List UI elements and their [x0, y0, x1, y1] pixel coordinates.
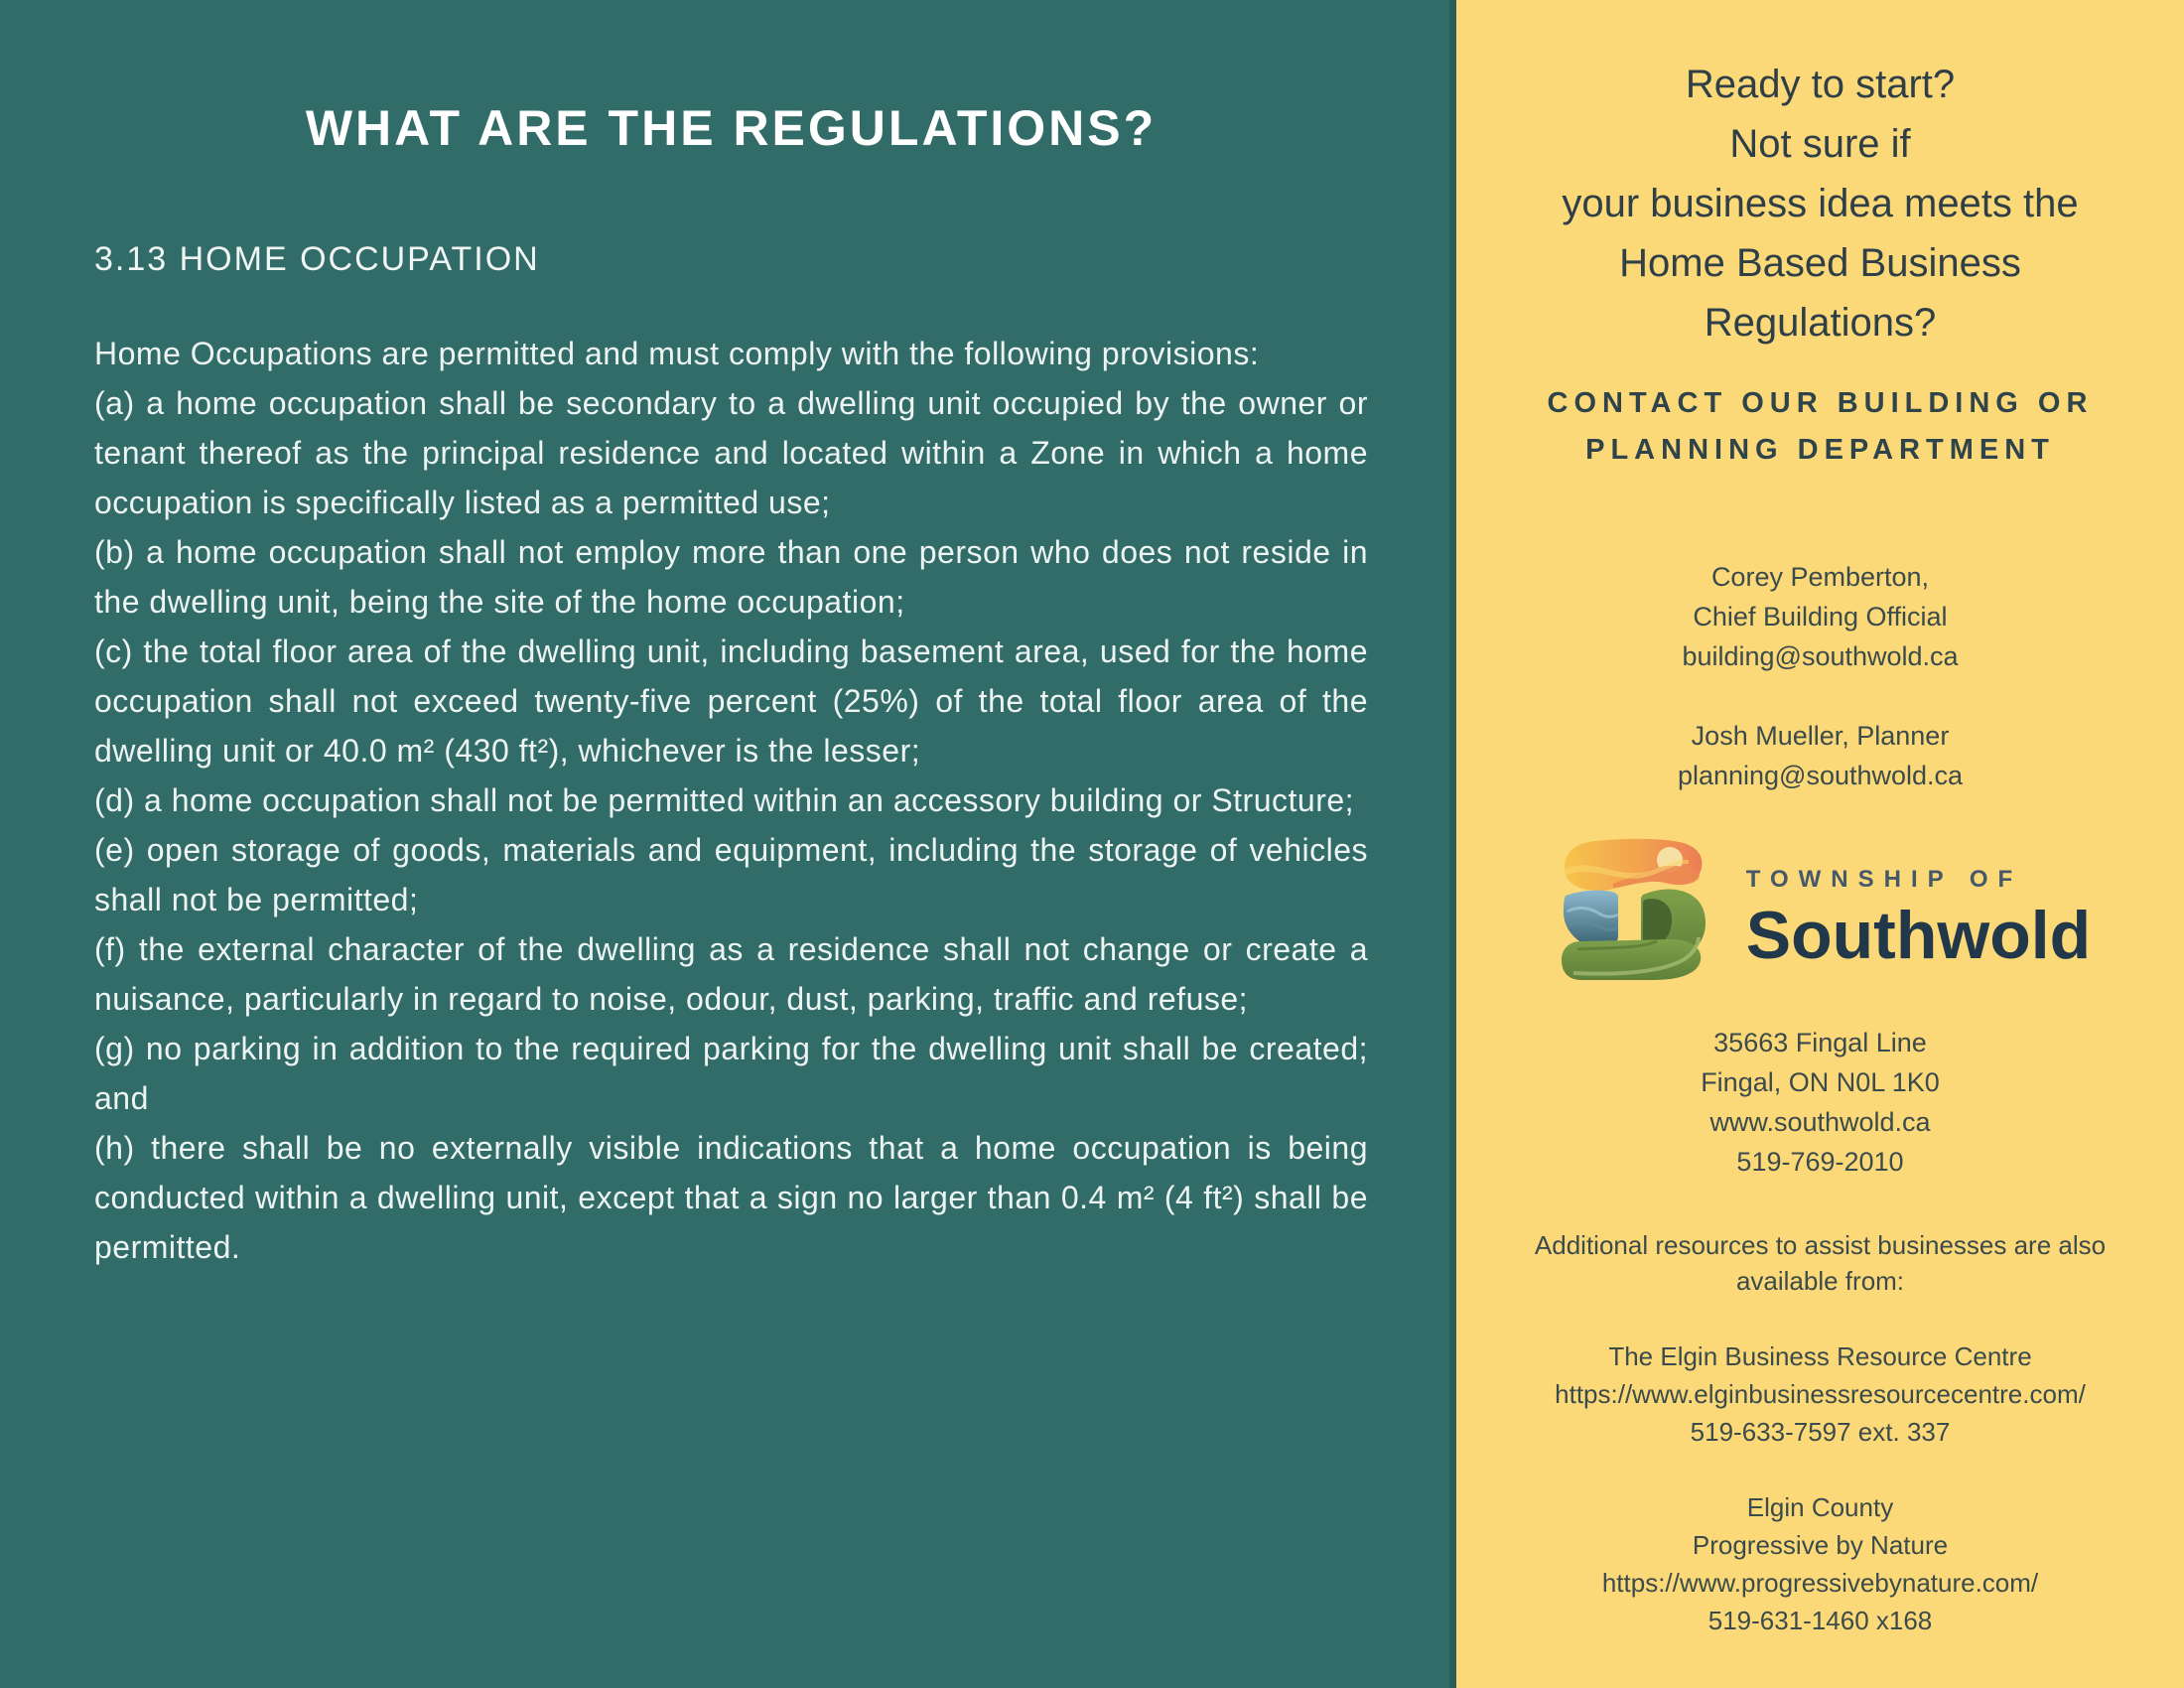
address-street: 35663 Fingal Line: [1713, 1028, 1927, 1057]
provision-f: (f) the external character of the dwelling as a residence shall not change or create a nuisance, particularly in regard to noise, odour, dust, parking, traffic and refuse;: [94, 931, 1368, 1017]
resource-phone: 519-631-1460 x168: [1707, 1606, 1933, 1635]
resource-elgin-county: [1482, 1488, 2158, 1639]
township-of-label: TOWNSHIP OF: [1745, 866, 2023, 893]
contact-panel: [1456, 0, 2184, 1688]
contact-heading-line-2: PLANNING DEPARTMENT: [1585, 434, 2055, 466]
headline-line-4: Home Based Business: [1619, 241, 2021, 285]
contact-email[interactable]: building@southwold.ca: [1682, 641, 1959, 671]
logo-wordmark-block: [1745, 866, 2092, 973]
provision-b: (b) a home occupation shall not employ more than one person who does not reside in the dwelling unit, being the site of the home occupation;: [94, 534, 1368, 620]
township-phone: 519-769-2010: [1736, 1147, 1904, 1177]
provision-e: (e) open storage of goods, materials and equipment, including the storage of vehicles shall not be permitted;: [94, 832, 1368, 917]
township-address: [1482, 1023, 2158, 1182]
southwold-wordmark: Southwold: [1745, 898, 2092, 973]
contact-building-official: [1482, 557, 2158, 676]
headline: [1482, 0, 2158, 352]
section-heading: 3.13 HOME OCCUPATION: [94, 240, 540, 278]
provision-d: (d) a home occupation shall not be permitted within an accessory building or Structure;: [94, 782, 1355, 818]
headline-line-5: Regulations?: [1704, 301, 1937, 345]
township-logo-block: [1482, 838, 2158, 997]
resource-tagline: Progressive by Nature: [1692, 1530, 1949, 1560]
resource-url-link[interactable]: https://www.elginbusinessresourcecentre.com/: [1555, 1379, 2086, 1409]
resource-name: Elgin County: [1746, 1492, 1894, 1522]
township-website-link[interactable]: www.southwold.ca: [1709, 1107, 1931, 1137]
contact-name: Corey Pemberton,: [1710, 562, 1930, 592]
provisions-intro: Home Occupations are permitted and must comply with the following provisions:: [94, 336, 1260, 371]
provision-h: (h) there shall be no externally visible indications that a home occupation is being conducted within a dwelling unit, except that a sign no larger than 0.4 m² (4 ft²) shall be permitted.: [94, 1130, 1368, 1265]
logo-water: [1564, 891, 1618, 949]
provision-a: (a) a home occupation shall be secondary to a dwelling unit occupied by the owner or tenant thereof as the principal residence and located within a Zone in which a home occupation is specifically listed as a permitted use;: [94, 385, 1368, 520]
provision-g: (g) no parking in addition to the required parking for the dwelling unit shall be created; and: [94, 1031, 1368, 1116]
resource-name: The Elgin Business Resource Centre: [1608, 1341, 2032, 1371]
headline-line-1: Ready to start?: [1685, 63, 1956, 106]
page-title: WHAT ARE THE REGULATIONS?: [305, 100, 1158, 156]
contact-title: Chief Building Official: [1693, 602, 1948, 632]
contact-name: Josh Mueller, Planner: [1691, 721, 1950, 751]
address-city: Fingal, ON N0L 1K0: [1701, 1067, 1940, 1097]
regulations-body: [94, 329, 1368, 1272]
resource-elgin-business-centre: [1482, 1337, 2158, 1451]
resource-phone: 519-633-7597 ext. 337: [1690, 1417, 1951, 1447]
contact-department-heading: [1482, 380, 2158, 474]
resources-intro: Additional resources to assist businesses are also available from:: [1534, 1230, 2107, 1296]
contact-heading-line-1: CONTACT OUR BUILDING OR: [1547, 387, 2094, 419]
contact-email[interactable]: planning@southwold.ca: [1677, 761, 1964, 790]
southwold-logo: [1550, 838, 1716, 997]
contact-planner: [1482, 716, 2158, 795]
provision-c: (c) the total floor area of the dwelling unit, including basement area, used for the home occupation shall not exceed twenty-five percent (25%) of the total floor area of the dwelling unit or 40.0 m² (430 ft²), whichever is the lesser;: [94, 633, 1368, 769]
headline-line-2: Not sure if: [1729, 122, 1911, 166]
headline-line-3: your business idea meets the: [1562, 182, 2079, 225]
resource-url-link[interactable]: https://www.progressivebynature.com/: [1601, 1568, 2039, 1598]
